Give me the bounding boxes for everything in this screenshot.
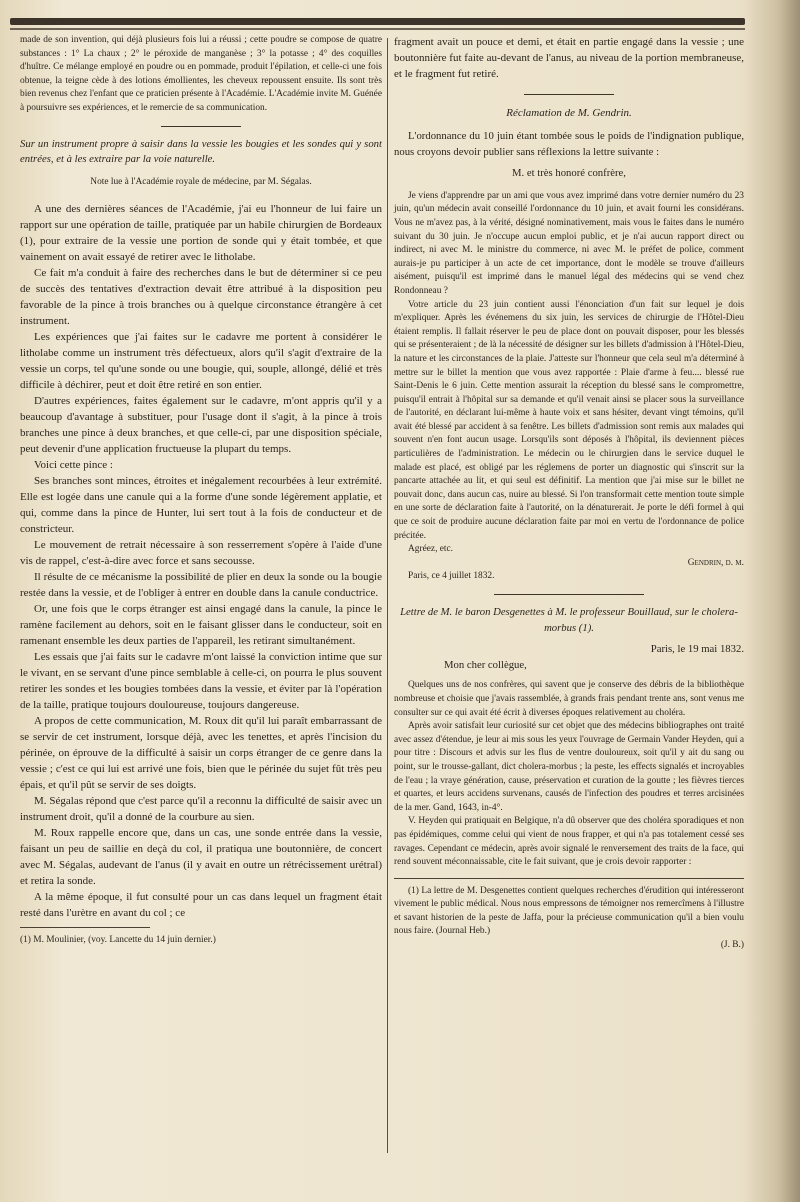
letter-salutation: M. et très honoré confrère, [512,167,626,180]
article-paragraph: D'autres expériences, faites également sur le cadavre, m'ont appris qu'il y a beaucoup d'avantage à substituer, pour l'usage dont il s'agit, à la pince à trois branches une pince à deux branches, et que celle-ci, par une disposition spéciale, peut devenir d'une application fructueuse la plupart du temps. [20,395,382,456]
article-paragraph: Ses branches sont minces, étroites et inégalement recourbées à leur extrémité. Elle est logée dans une canule qui a la forme d'une sonde légèrement applatie, et qui, comme dans la pince de Hunter, lui sert tout à la fois de conducteur et de constricteur. [20,475,382,536]
right-footnote: (1) La lettre de M. Desgenettes contient quelques recherches d'érudition qui intéresseront vivement le public médical. Nous nous empressons de témoigner nos remercîmens à l'illustre et savant historien de la peste de Jaffa, pour la précieuse communication qu'il a bien voulu nous faire. (Journal Heb.) [394,885,744,937]
right-footnote-initials: (J. B.) [720,940,744,951]
reclamation-title: Réclamation de M. Gendrin. [506,107,632,119]
reclamation-lead: L'ordonnance du 10 juin étant tombée sous le poids de l'indignation publique, nous croyons devoir publier sans réflexions la lettre suivante : [394,130,744,158]
page-edge-shadow [745,0,800,1202]
article-paragraph: M. Roux rappelle encore que, dans un cas, une sonde entrée dans la vessie, faisant un peu de saillie en deçà du col, il pratiqua une boutonnière, de concert avec M. Ségalas, audevant de l'anus (il y avait en outre un rétrécissement urétral) et retira la sonde. [20,827,382,888]
desgenettes-letter-date: Paris, le 19 mai 1832. [650,643,744,656]
desgenettes-paragraph: Après avoir satisfait leur curiosité sur cet objet que des médecins bibliographes ont traité avec assez d'étendue, je leur ai mis sous les yeux l'ouvrage de Germain Vander Heyden, qui a pour titre : Discours et advis sur les flus de ventre douloureux, soit qu'il y ait du sang ou point, sur le trousse-gallant, dict cholera-morbus ; la peste, les effects signalés et incroyables de l'eau ; la vraye génération, cause, préservation et curation de la goutte ; les fièvres tierces et quartes, et leurs accidens survenans, causés de l'infection des poudres et terres arcisinées de la mer. Gand, 1643, in-4°. [394,721,744,813]
article-paragraph: A propos de cette communication, M. Roux dit qu'il lui paraît embarrassant de se servir de cet instrument, lorsque déjà, avec les tenettes, et après l'incision du périnée, on éprouve de la difficulté à saisir un corps étranger de ce genre dans la vessie ; c'est ce qui lui est arrivé une fois, bien que le périnée du sujet fût très peu épais, et qu'il pût se servir de ses doigts. [20,715,382,792]
column-divider [387,38,388,1153]
letter-paragraph: Votre article du 23 juin contient aussi l'énonciation d'un fait sur lequel je dois m'expliquer. Après les événemens du six juin, les services de chirurgie de l'Hôtel-Dieu étaient remplis. Il fallait réserver le peu de place dont on pouvait disposer, pour les blessés qui se présenteraient ; de là la nécessité de désigner sur les billets d'admission à l'Hôtel-Dieu, la nature et les circonstances de la plaie. J'atteste sur l'honneur que cela seul m'a déterminé à mettre sur le billet la mention que vous avez rapportée : Plaie d'arme à feu.... blessé rue Saint-Denis le 6 juin. Cette mention assurait la réception du blessé sans le compromettre, puisqu'il entrait à l'hôpital sur sa demande et qu'il venait ainsi se placer sous la surveillance de l'autorité, en déclarant lui-même à haute voix et sans hésiter, devant vingt témoins, qu'il avait été blessé par accident à sa fenêtre. Les billets d'admission sont remis aux malades qui souvent n'en font aucun usage. Lorsqu'ils sont déposés à l'hôpital, ils deviennent pièces particulières de l'administration. Le médecin ou le chirurgien dans le service duquel le malade est placé, est obligé par les réglemens de porter un diagnostic qui s'inscrit sur la pancarte attachée au lit, et qui seul est définitif. La mention que j'ai mise sur le billet ne pouvait donc, dans aucun cas, nuire au blessé. Si l'on transformait cette mention toute simple en une sorte de déclaration faite à l'autorité, on la dénaturerait. Je porte le défi formel à qui que ce soit de produire aucune déclaration faite par moi en vertu de l'ordonnance de police précitée. [394,299,744,541]
letter-paragraph: Je viens d'apprendre par un ami que vous avez imprimé dans votre dernier numéro du 23 juin, qu'un médecin avait conseillé l'ordonnance du 10 juin, et avait fourni les considérans. Vous ne m'avez pas, à la vérité, désigné nominativement, mais vous le faites dans le numéro suivant du 30 juin. Je n'occupe aucun emploi public, et je n'ai aucun rapport direct ou indirect, ni avec M. le ministre du commerce, ni avec M. le préfet de police, comment aurais-je pu participer à un acte de cet importance, dont le modèle se trouve d'ailleurs aisément, puisqu'il est imprimé dans le manuel légal des médecins qui se vend chez Rondonneau ? [394,190,744,296]
desgenettes-paragraph: V. Heyden qui pratiquait en Belgique, n'a dû observer que des choléra sporadiques et non pas épidémiques, comme celui qui vient de nous frapper, et qui n'a pas totalement cessé ses ravages. Cependant ce médecin, après avoir signalé le renversement des traits de la face, qui rend souvent méconnaissable, cite le fait suivant, que je crois devoir rapporter : [394,816,744,868]
article-paragraph: M. Ségalas répond que c'est parce qu'il a reconnu la difficulté de saisir avec un instrument droit, qu'il a donné de la courbure au sien. [20,795,382,824]
top-rule [10,18,745,25]
article-paragraph: Les expériences que j'ai faites sur le cadavre me portent à considérer le litholabe comme un instrument très défectueux, alors qu'il s'agit d'extraire de la vessie un corps, tel qu'une sonde ou une bougie, qui, souple, allongé, délié et très difficile à déchirer, peut et doit être retiré en son entier. [20,331,382,392]
desgenettes-letter-title: Lettre de M. le baron Desgenettes à M. le professeur Bouillaud, sur le cholera-morbus (1). [400,606,738,634]
article-paragraph: A la même époque, il fut consulté pour un cas dans lequel un fragment était resté dans l'urètre en avant du col ; ce [20,891,382,920]
article-paragraph: Il résulte de ce mécanisme la possibilité de plier en deux la sonde ou la bougie restée dans la vessie, et de l'obliger à entrer en double dans la canule conductrice. [20,571,382,600]
article-title: Sur un instrument propre à saisir dans la vessie les bougies et les sondes qui y sont entrées, et à les extraire par la voie naturelle. [20,137,382,166]
article-paragraph: Les essais que j'ai faits sur le cadavre m'ont laissé la conviction intime que sur le vivant, en se servant d'une pince semblable à celle-ci, on pourra le plus souvent retirer les sondes et les bougies tombées dans la vessie, et éviter par là l'opération de la taille, pratique toujours douloureuse, toujours dangereuse. [20,651,382,712]
article-byline: Note lue à l'Académie royale de médecine, par M. Ségalas. [90,176,312,187]
desgenettes-salutation: Mon cher collègue, [444,658,527,671]
desgenettes-paragraph: Quelques uns de nos confrères, qui savent que je conserve des débris de la bibliothèque nombreuse et choisie que j'avais rassemblée, à grands frais pendant trente ans, sont venus me consulter sur ce qui avait été écrit à diverses époques relativement au choléra. [394,680,744,718]
letter-paragraph: Agréez, etc. [408,544,454,555]
top-rule-thin [10,28,745,30]
right-column [394,34,744,953]
right-intro-paragraph: fragment avait un pouce et demi, et était en partie engagé dans la vessie ; une boutonnière fut faite au-devant de l'anus, au niveau de la portion membraneuse, et le fragment fut retiré. [394,36,744,80]
left-footnote: (1) M. Moulinier, (voy. Lancette du 14 juin dernier.) [20,935,216,946]
article-paragraph: Or, une fois que le corps étranger est ainsi engagé dans la canule, la pince le ramène facilement au dehors, soit en le faisant glisser dans le conducteur, soit en ramenant ensemble les deux parties de l'appareil, les retirant simultanément. [20,603,382,648]
letter-dateline: Paris, ce 4 juillet 1832. [408,571,495,582]
left-intro-paragraph: made de son invention, qui déjà plusieurs fois lui a réussi ; cette poudre se compose de quatre substances : 1° La chaux ; 2° le péroxide de manganèse ; 3° la potasse ; 4° des coquilles d'huître. Ce mélange employé en poudre ou en pommade, produit l'épilation, et celle-ci une fois obtenue, la teigne cède à des lotions émollientes, les cheveux repoussent ensuite. Ils sont très bien revenus chez l'enfant que ce praticien présente à l'Académie. L'Académie invite M. Guénée à poursuivre ses expériences, et le remercie de sa communication. [20,35,382,113]
article-paragraph: Voici cette pince : [34,459,113,472]
article-paragraph: Le mouvement de retrait nécessaire à son resserrement s'opère à l'aide d'une vis de rappel, c'est-à-dire avec force et sans secousse. [20,539,382,568]
left-column [20,34,382,948]
letter-signature: Gendrin, d. m. [687,557,744,568]
article-paragraph: A une des dernières séances de l'Académie, j'ai eu l'honneur de lui faire un rapport sur une opération de taille, pratiquée par un habile chirurgien de Bordeaux (1), pour extraire de la vessie une portion de sonde qui y était tombée, et que vainement on avait essayé de retirer avec le litholabe. [20,203,382,264]
article-paragraph: Ce fait m'a conduit à faire des recherches dans le but de déterminer si ce peu de succès des tentatives d'extraction devait être attribué à la disposition peu favorable de la pince à trois branches ou à quelque circonstance étrangère à cet instrument. [20,267,382,328]
